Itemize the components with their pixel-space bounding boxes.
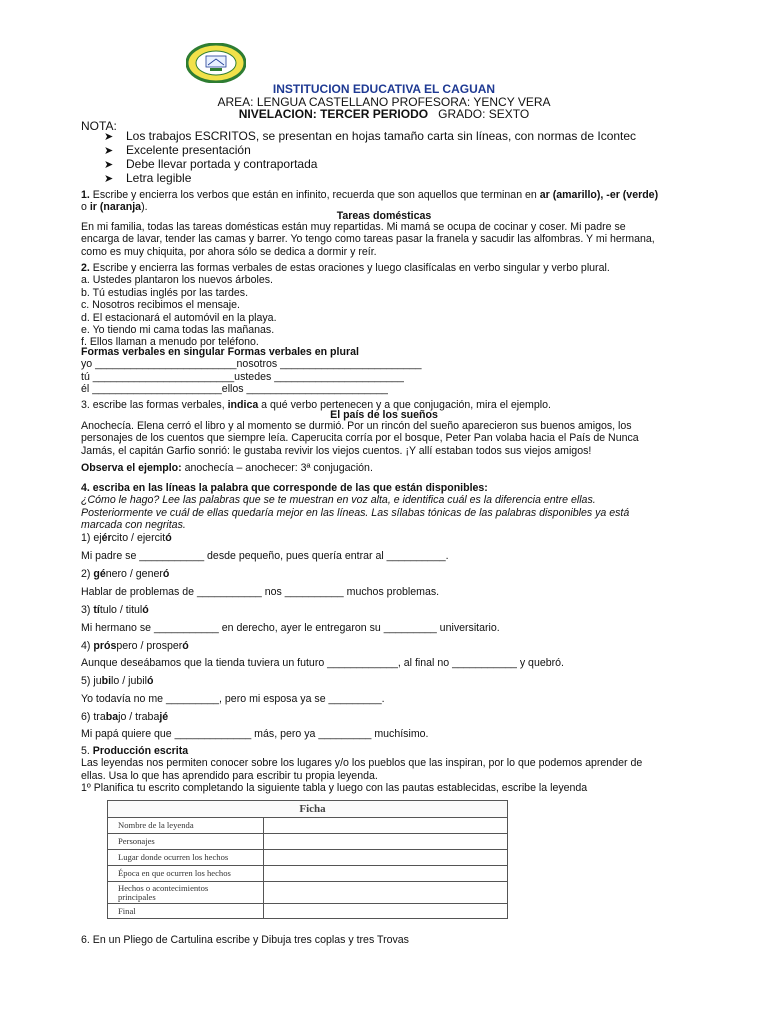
ficha-cell[interactable] <box>264 866 508 882</box>
ficha-cell[interactable] <box>264 904 508 919</box>
arrow-bullet-icon: ➤ <box>104 159 114 171</box>
q4-sentence-5: Yo todavía no me _________, pero mi esposa ya se _________. <box>81 693 385 705</box>
nota-item: ➤ Excelente presentación <box>104 143 251 157</box>
ficha-cell[interactable] <box>264 850 508 866</box>
q4-sentence-2: Hablar de problemas de ___________ nos __________ muchos problemas. <box>81 586 440 598</box>
q4-sentence-1: Mi padre se ___________ desde pequeño, pues quería entrar al __________. <box>81 550 449 562</box>
q1-paragraph: En mi familia, todas las tareas domésticas están muy repartidas. Mi mamá se ocupa de cocinar y coser. Mi padre se encarga de lavar, tender las camas y barrer. Yo tengo como tareas pasar la franela y sacudir las alfombras. Y mi hermana, como es muy chiquita, por ahora sólo se dedica a dormir y reír. <box>81 221 655 258</box>
q2-item: b. Tú estudias inglés por las tardes. <box>81 286 249 299</box>
question-2: 2. Escribe y encierra las formas verbales de estas oraciones y luego clasifícalas en verbo singular y verbo plural. a. Ustedes plantaron los nuevos árboles. b. Tú estudias inglés por las tardes. c. Nosotros recibimos el mensaje. d. El estacionará el automóvil en la playa. e. Yo tiendo mi cama todas las mañanas. f. Ellos llaman a menudo por teléfono. <box>81 262 691 349</box>
arrow-bullet-icon: ➤ <box>104 173 114 185</box>
q4-item-2: 2) género / generó <box>81 568 170 580</box>
school-logo <box>186 43 246 83</box>
ficha-row-label: Final <box>108 904 264 919</box>
arrow-bullet-icon: ➤ <box>104 145 114 157</box>
nota-item: ➤ Debe llevar portada y contraportada <box>104 157 318 171</box>
ficha-row-label: Hechos o acontecimientos principales <box>108 882 264 904</box>
q3-title: El país de los sueños <box>330 409 438 421</box>
q4-sentence-3: Mi hermano se ___________ en derecho, ayer le entregaron su _________ universitario. <box>81 622 500 634</box>
nota-list <box>104 130 724 186</box>
q2-row: tú ________________________ustedes ______________________ <box>81 370 404 383</box>
q2-row: yo ________________________nosotros ________________________ <box>81 358 422 371</box>
q3-example: Observa el ejemplo: anochecía – anochecer: 3ª conjugación. <box>81 462 373 474</box>
q4-item-4: 4) próspero / prosperó <box>81 640 189 652</box>
nota-item: ➤ Los trabajos ESCRITOS, se presentan en hojas tamaño carta sin líneas, con normas de Icontec <box>104 129 637 143</box>
ficha-table <box>107 800 508 919</box>
arrow-bullet-icon: ➤ <box>104 131 114 143</box>
q2-item: a. Ustedes plantaron los nuevos árboles. <box>81 274 273 287</box>
q2-item: c. Nosotros recibimos el mensaje. <box>81 299 240 312</box>
ficha-row-label: Lugar donde ocurren los hechos <box>108 850 264 866</box>
q4-sentence-6: Mi papá quiere que _____________ más, pero ya _________ muchísimo. <box>81 728 429 740</box>
school-name: INSTITUCION EDUCATIVA EL CAGUAN <box>272 82 496 96</box>
grade-label: GRADO: SEXTO <box>438 107 530 121</box>
ficha-header: Ficha <box>108 801 508 818</box>
ficha-row-label: Nombre de la leyenda <box>108 818 264 834</box>
q3-paragraph: Anochecía. Elena cerró el libro y al momento se durmió. Por un rincón del sueño aparecieron sus buenos amigos, los personajes de los cuentos que siempre leía. Caperucita corría por el bosque, Peter Pan volaba hacia el País de Nunca Jamás, el capitán Garfio sonrió: le gustaba revivir los viejos cuentos. ¡Y allí estaban todos sus viejos amigos! <box>81 420 639 457</box>
q2-verb-table: Formas verbales en singular Formas verbales en plural yo ________________________nosotros ________________________ tú ________________________ustedes ______________________ él ______________________ellos ________________________ <box>81 346 691 396</box>
nota-item: ➤ Letra legible <box>104 171 192 185</box>
q1-title: Tareas domésticas <box>336 210 432 222</box>
q4-item-3: 3) título / tituló <box>81 604 149 616</box>
question-5: 5. Producción escrita Las leyendas nos permiten conocer sobre los lugares y/o los pueblos que las inspiran, por lo que podemos aprender de ellas. Usa lo que has aprendido para escribir tu propia leyenda. 1º Planifica tu escrito completando la siguiente tabla y luego con las pautas establecidas, escribe la leyenda <box>81 745 643 795</box>
q4-sentence-4: Aunque deseábamos que la tienda tuviera un futuro ____________, al final no ___________ y quebró. <box>81 657 564 669</box>
q4-item-5: 5) jubilo / jubiló <box>81 675 154 687</box>
q2-item: d. El estacionará el automóvil en la playa. <box>81 311 277 324</box>
question-6: 6. En un Pliego de Cartulina escribe y Dibuja tres coplas y tres Trovas <box>81 934 409 946</box>
question-3: 3. escribe las formas verbales, indica a qué verbo pertenecen y a que conjugación, mira el ejemplo. <box>81 399 551 411</box>
ficha-row-label: Época en que ocurren los hechos <box>108 866 264 882</box>
question-1: 1. Escribe y encierra los verbos que están en infinito, recuerda que son aquellos que terminan en ar (amarillo), -er (verde) o ir (naranja). <box>81 189 659 214</box>
area-line: AREA: LENGUA CASTELLANO PROFESORA: YENCY VERA <box>217 95 551 109</box>
ficha-cell[interactable] <box>264 834 508 850</box>
nota-title: NOTA: <box>81 119 117 133</box>
ficha-cell[interactable] <box>264 882 508 904</box>
q2-item: e. Yo tiendo mi cama todas las mañanas. <box>81 324 275 337</box>
q2-row: él ______________________ellos ________________________ <box>81 383 388 396</box>
question-4: 4. escriba en las líneas la palabra que corresponde de las que están disponibles: ¿Cómo le hago? Lee las palabras que se te muestran en voz alta, e identifica cuál es la diferencia entre ellas. Posteriormente ve cuál de ellas quedaría mejor en las líneas. Las sílabas tónicas de las palabras disponibles ya está marcada con negritas. <box>81 482 630 532</box>
level-label: NIVELACION: TERCER PERIODO <box>238 107 429 121</box>
ficha-cell[interactable] <box>264 818 508 834</box>
ficha-row-label: Personajes <box>108 834 264 850</box>
q4-item-6: 6) trabajo / trabajé <box>81 711 169 723</box>
q4-item-1: 1) ejército / ejercitó <box>81 532 172 544</box>
q2-item: f. Ellos llaman a menudo por teléfono. <box>81 336 259 349</box>
